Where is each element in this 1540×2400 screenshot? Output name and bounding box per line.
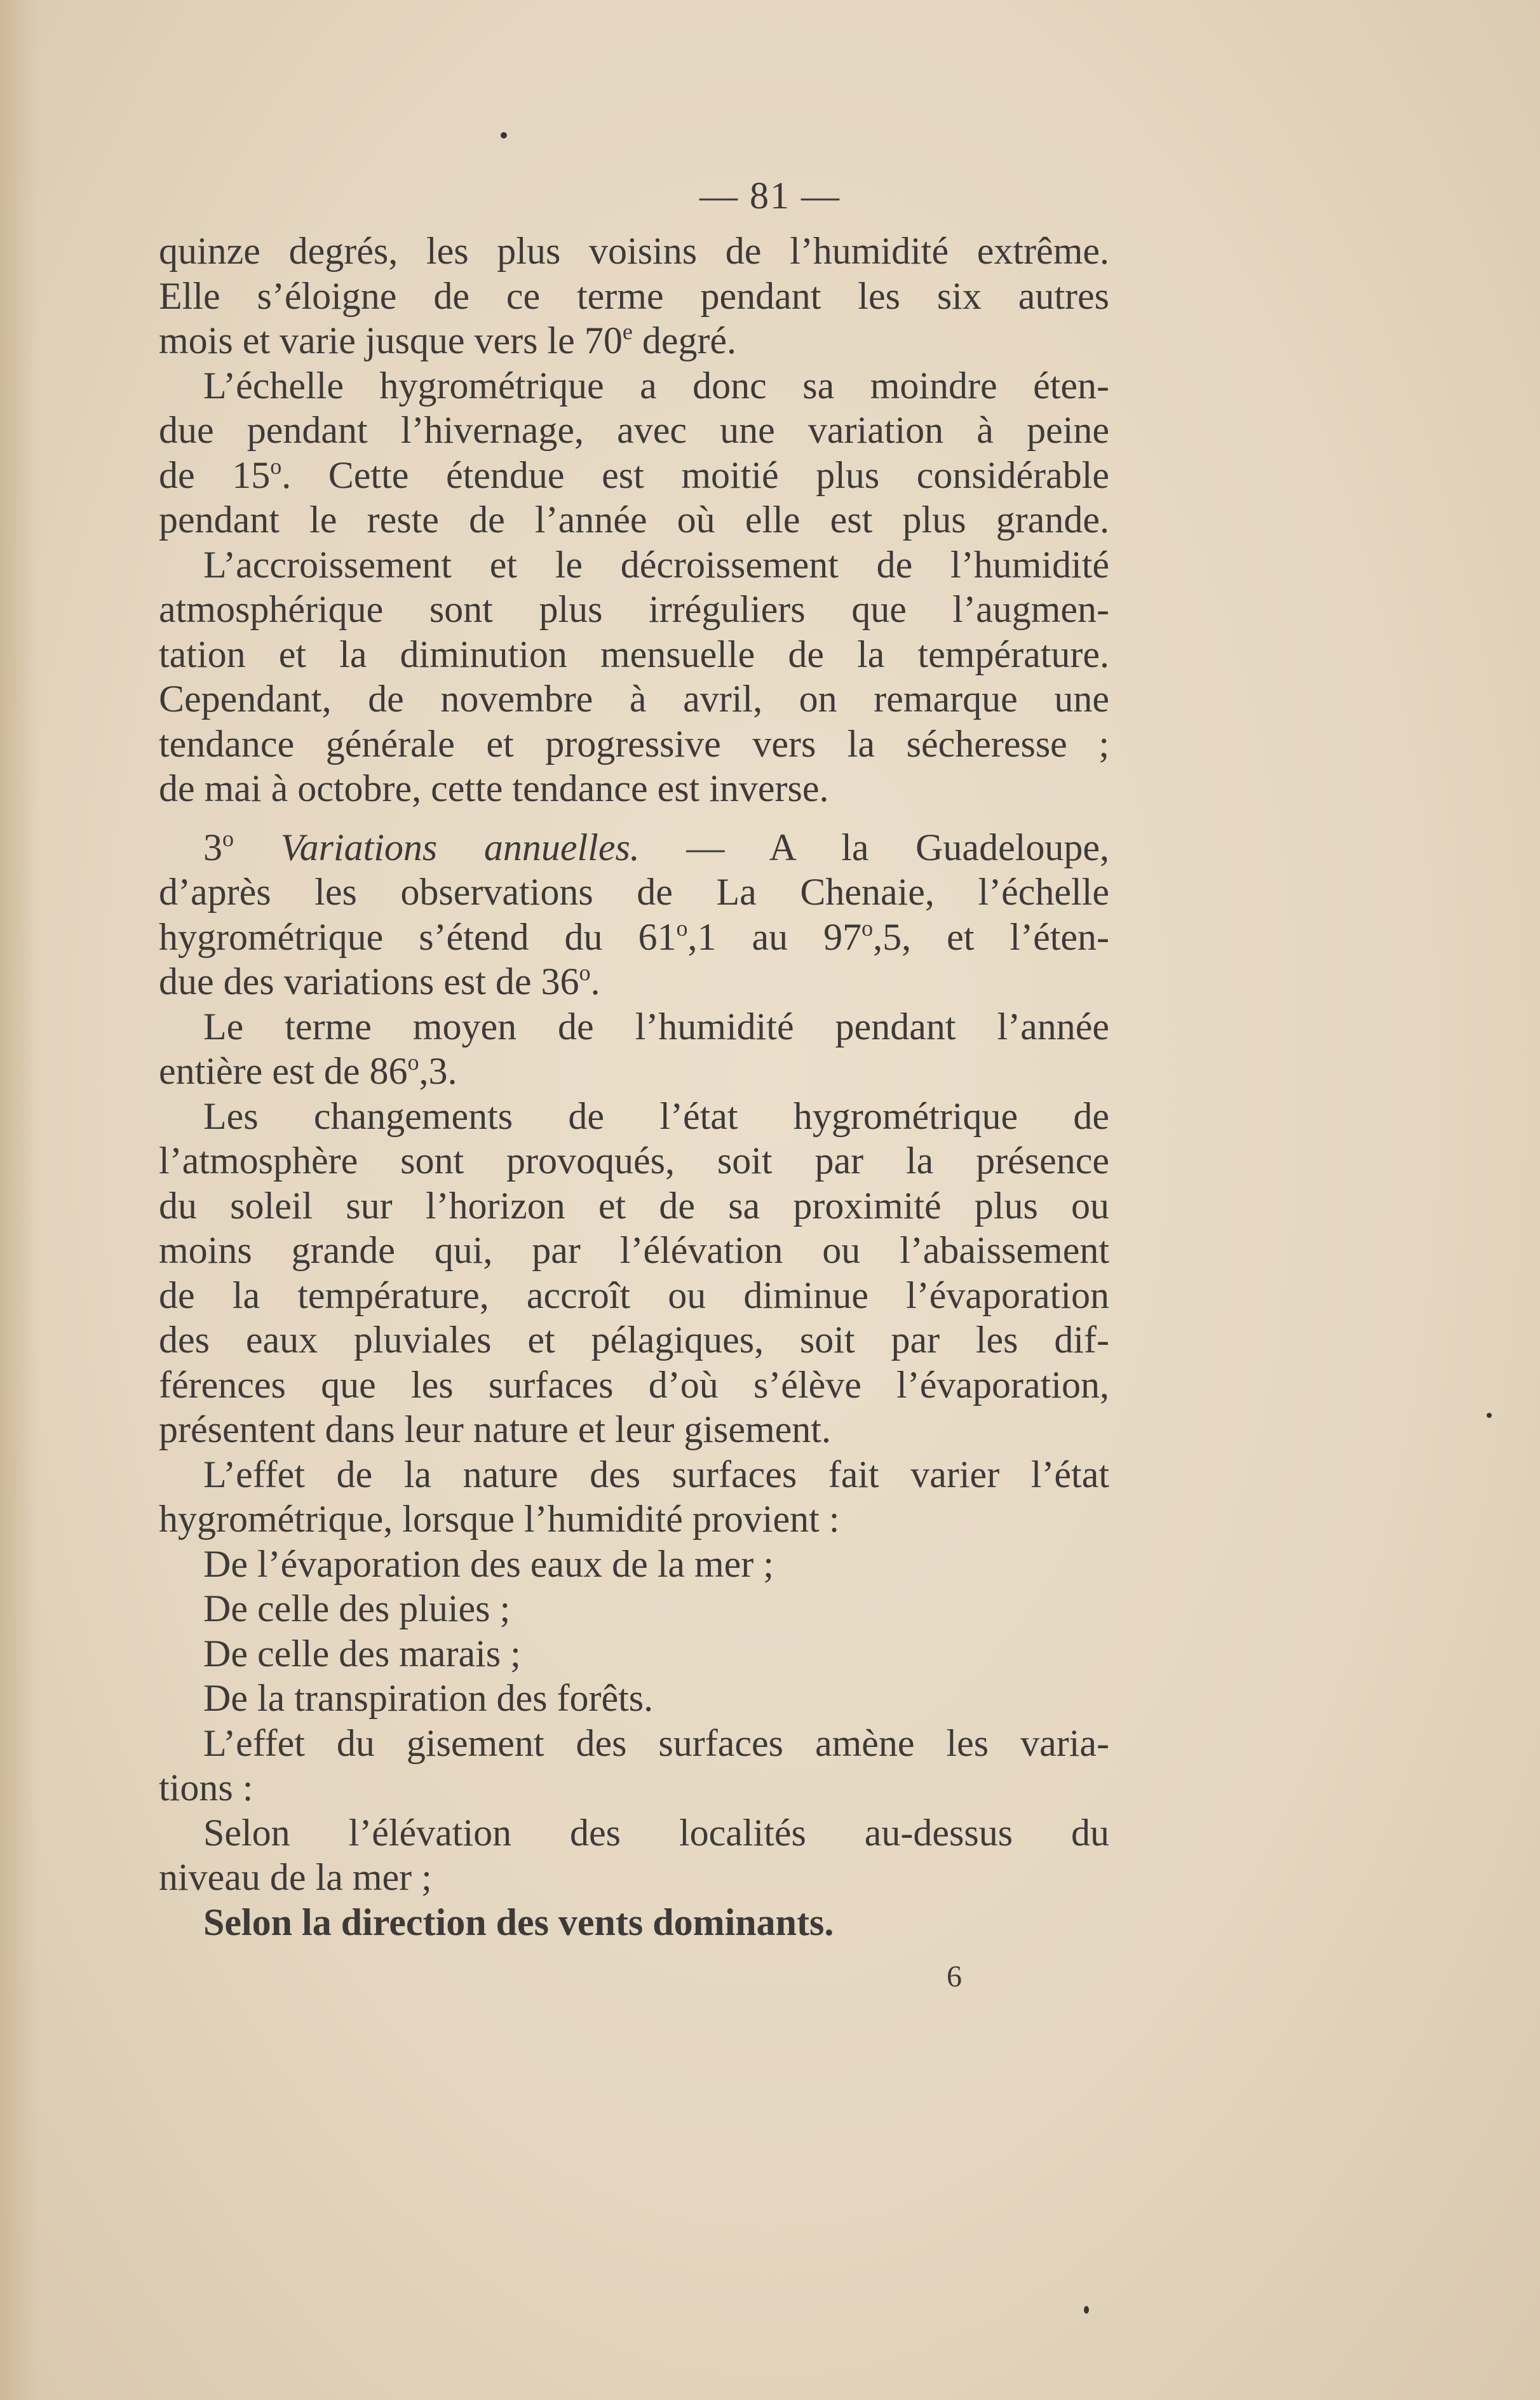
text-fragment: L’accroissement et le décroissement de l’humidité	[203, 543, 1109, 586]
text-line	[159, 870, 1109, 915]
text-line	[159, 318, 1109, 363]
text-fragment: atmosphérique sont plus irréguliers que l’augmen-	[159, 588, 1109, 630]
text-fragment: o	[579, 960, 591, 985]
text-fragment: des eaux pluviales et pélagiques, soit par les dif-	[159, 1319, 1109, 1361]
text-line	[159, 1542, 1109, 1587]
text-line	[159, 915, 1109, 960]
signature-mark: 6	[947, 1960, 962, 1993]
text-fragment: Variations annuelles.	[234, 826, 640, 868]
text-fragment: Le terme moyen de l’humidité pendant l’année	[203, 1005, 1109, 1048]
text-fragment: . Cette étendue est moitié plus considérable	[281, 454, 1109, 496]
text-fragment: présentent dans leur nature et leur gisement.	[159, 1408, 831, 1450]
text-fragment: o	[270, 453, 282, 479]
text-line	[159, 1273, 1109, 1318]
text-line	[159, 1855, 1109, 1900]
text-fragment: tions :	[159, 1767, 253, 1809]
text-line	[159, 1765, 1109, 1810]
text-fragment: De la transpiration des forêts.	[203, 1677, 654, 1719]
text-fragment: de 15	[159, 454, 271, 496]
page-number: — 81 —	[699, 175, 841, 217]
text-line	[159, 1228, 1109, 1273]
text-fragment: De l’évaporation des eaux de la mer ;	[203, 1542, 774, 1585]
text-fragment: Les changements de l’état hygrométrique de	[203, 1095, 1109, 1137]
text-fragment: L’échelle hygrométrique a donc sa moindre éten-	[203, 364, 1109, 407]
text-line	[159, 959, 1109, 1004]
text-fragment: 3	[203, 826, 222, 868]
text-fragment: ,1 au 97	[687, 915, 862, 958]
text-fragment: de la température, accroît ou diminue l’évaporation	[159, 1274, 1109, 1316]
text-fragment: quinze degrés, les plus voisins de l’humidité extrême.	[159, 230, 1109, 272]
text-fragment: De celle des marais ;	[203, 1632, 521, 1675]
text-fragment: L’effet de la nature des surfaces fait varier l’état	[203, 1453, 1109, 1495]
text-fragment: hygrométrique, lorsque l’humidité provient :	[159, 1498, 840, 1540]
text-fragment: pendant le reste de l’année où elle est plus grande.	[159, 499, 1109, 541]
text-line	[159, 1407, 1109, 1452]
text-line	[159, 274, 1109, 319]
text-fragment: due des variations est de 36	[159, 961, 579, 1002]
text-fragment: moins grande qui, par l’élévation ou l’abaissement	[159, 1229, 1109, 1271]
text-fragment: l’atmosphère sont provoqués, soit par la présence	[159, 1140, 1109, 1182]
text-fragment: hygrométrique s’étend du 61	[159, 915, 677, 958]
text-line	[159, 825, 1109, 870]
text-fragment: mois et varie jusque vers le 70	[159, 320, 623, 361]
text-line	[159, 497, 1109, 543]
text-fragment: Selon l’élévation des localités au-dessus du	[203, 1811, 1109, 1854]
ink-speck	[501, 132, 507, 138]
text-line	[159, 1183, 1109, 1229]
text-fragment: — A la Guadeloupe,	[639, 826, 1109, 868]
text-fragment: tendance générale et progressive vers la sécheresse ;	[159, 722, 1109, 765]
text-fragment: d’après les observations de La Chenaie, l’échelle	[159, 871, 1109, 913]
text-line	[159, 1452, 1109, 1497]
text-fragment: o	[222, 825, 234, 851]
text-line	[159, 1004, 1109, 1049]
text-fragment: De celle des pluies ;	[203, 1588, 511, 1629]
text-line	[159, 453, 1109, 498]
text-fragment: Selon la direction des vents dominants.	[203, 1901, 834, 1943]
text-fragment: de mai à octobre, cette tendance est inverse.	[159, 767, 829, 809]
text-line	[159, 587, 1109, 632]
text-line	[159, 1138, 1109, 1183]
ink-speck	[1084, 2306, 1089, 2314]
text-fragment: niveau de la mer ;	[159, 1856, 432, 1898]
text-fragment: L’effet du gisement des surfaces amène les varia-	[203, 1722, 1109, 1764]
text-line	[159, 632, 1109, 677]
text-line	[159, 1586, 1109, 1631]
text-fragment: férences que les surfaces d’où s’élève l’évaporation,	[159, 1363, 1109, 1406]
text-line	[159, 1049, 1109, 1094]
text-fragment: .	[590, 961, 600, 1002]
text-fragment: Elle s’éloigne de ce terme pendant les six autres	[159, 274, 1109, 317]
text-fragment: ,5, et l’éten-	[873, 915, 1109, 958]
text-line	[159, 229, 1109, 274]
text-fragment: Cependant, de novembre à avril, on remarque une	[159, 678, 1109, 720]
text-fragment: o	[676, 915, 688, 941]
text-fragment: e	[622, 319, 633, 344]
text-fragment: du soleil sur l’horizon et de sa proximité plus ou	[159, 1184, 1109, 1227]
ink-speck	[1487, 1413, 1492, 1418]
text-fragment: due pendant l’hivernage, avec une variation à peine	[159, 409, 1109, 451]
page-edge-shadow	[0, 0, 38, 2400]
text-line	[159, 1721, 1109, 1766]
text-line	[159, 1497, 1109, 1542]
text-line	[159, 677, 1109, 722]
text-line	[159, 1810, 1109, 1856]
text-line	[159, 1094, 1109, 1139]
text-line	[159, 1900, 1109, 1945]
text-fragment: tation et la diminution mensuelle de la température.	[159, 633, 1109, 675]
text-line	[159, 543, 1109, 588]
text-fragment: degré.	[632, 320, 737, 361]
body-text	[159, 229, 1109, 1945]
text-line	[159, 408, 1109, 453]
text-line	[159, 1676, 1109, 1721]
text-line	[159, 766, 1109, 811]
text-fragment: o	[861, 915, 874, 941]
text-line	[159, 722, 1109, 767]
text-fragment: o	[407, 1049, 419, 1075]
text-line	[159, 363, 1109, 408]
text-line	[159, 1318, 1109, 1363]
text-line	[159, 1363, 1109, 1408]
text-line	[159, 1631, 1109, 1676]
text-fragment: entière est de 86	[159, 1050, 408, 1092]
text-fragment: ,3.	[419, 1050, 457, 1092]
